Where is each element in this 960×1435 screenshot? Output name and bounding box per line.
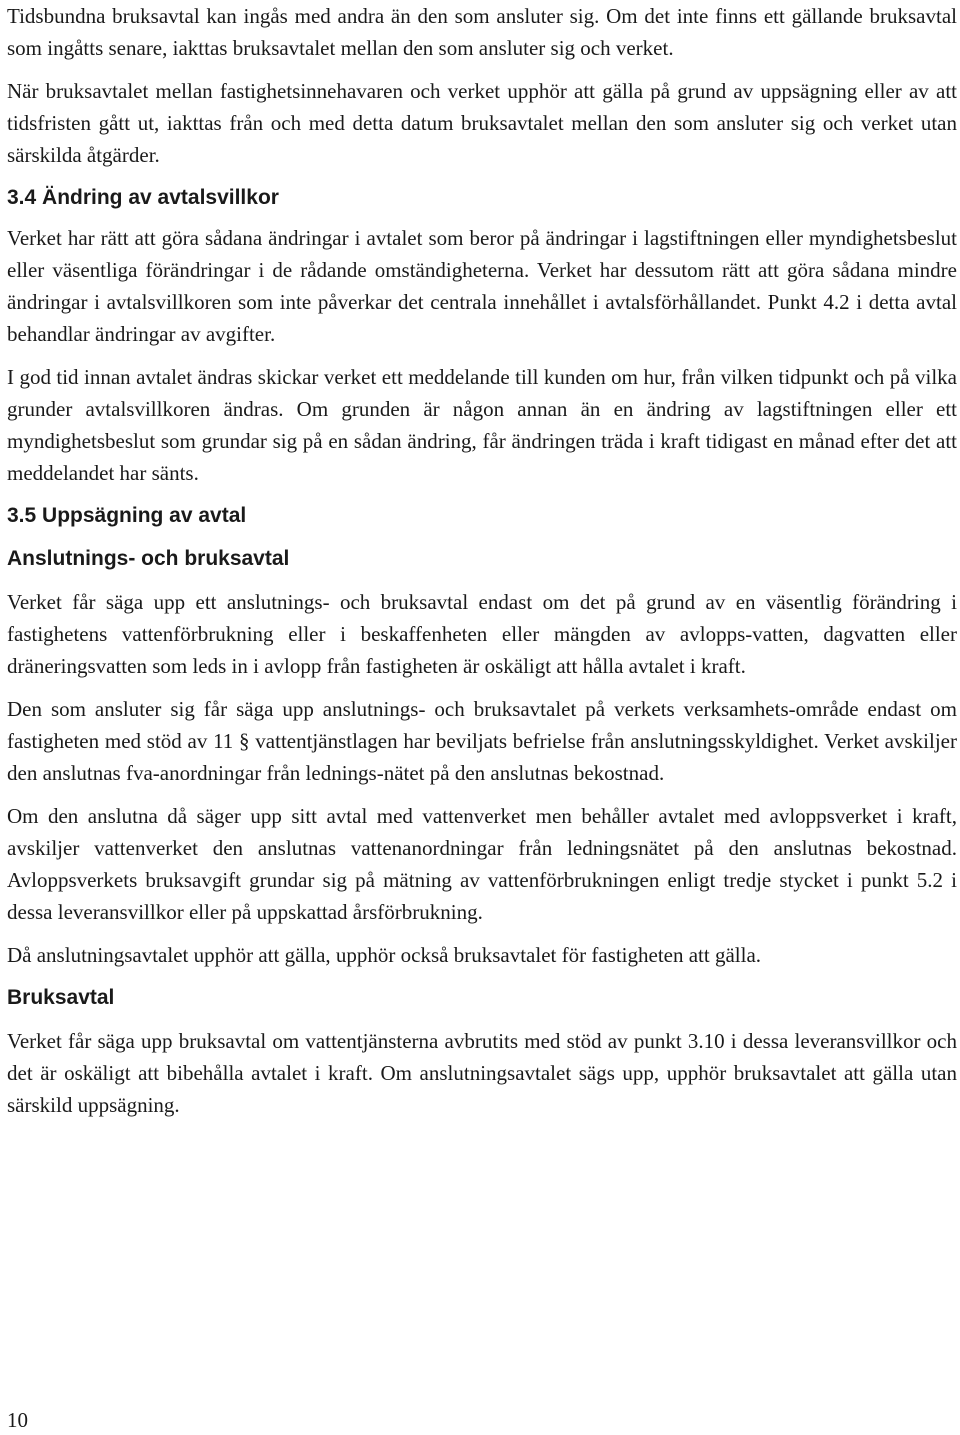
- page-number: 10: [7, 1408, 28, 1432]
- paragraph-3-5-2: Den som ansluter sig får säga upp anslutnings- och bruksavtalet på verkets verksamhets-område endast om fastigheten med stöd av 11 § vattentjänstlagen har beviljats befrielse från anslutningsskyldighet. Verket avskiljer den anslutnas fva-anordningar från lednings-nätet på den anslutnas bekostnad.: [7, 697, 957, 785]
- subsection-heading-bruksavtal: Bruksavtal: [7, 986, 115, 1009]
- paragraph-intro-2: När bruksavtalet mellan fastighetsinnehavaren och verket upphör att gälla på grund av uppsägning eller av att tidsfristen gått ut, iakttas från och med detta datum bruksavtalet mellan den som ansluter sig och verket utan särskilda åtgärder.: [7, 79, 957, 167]
- paragraph-3-5-4: Då anslutningsavtalet upphör att gälla, upphör också bruksavtalet för fastigheten att gälla.: [7, 943, 762, 967]
- subsection-heading-anslutnings: Anslutnings- och bruksavtal: [7, 547, 290, 570]
- section-heading-3-4: 3.4 Ändring av avtalsvillkor: [7, 186, 279, 209]
- paragraph-3-4-2: I god tid innan avtalet ändras skickar verket ett meddelande till kunden om hur, från vilken tidpunkt och på vilka grunder avtalsvillkoren ändras. Om grunden är någon annan än en ändring av lagstiftningen eller ett myndighetsbeslut som grundar sig på en sådan ändring, får ändringen träda i kraft tidigast en månad efter det att meddelandet har sänts.: [7, 365, 957, 485]
- paragraph-bruksavtal: Verket får säga upp bruksavtal om vattentjänsterna avbrutits med stöd av punkt 3.10 i dessa leveransvillkor och det är oskäligt att bibehålla avtalet i kraft. Om anslutningsavtalet sägs upp, upphör bruksavtalet att gälla utan särskild uppsägning.: [7, 1029, 957, 1117]
- paragraph-3-4-1: Verket har rätt att göra sådana ändringar i avtalet som beror på ändringar i lagstiftningen eller myndighetsbeslut eller väsentliga förändringar i de rådande omständigheterna. Verket har dessutom rätt att göra sådana mindre ändringar i avtalsvillkoren som inte påverkar det centrala innehållet i avtalsförhållandet. Punkt 4.2 i detta avtal behandlar ändringar av avgifter.: [7, 226, 957, 346]
- document-page: [7, 0, 957, 1121]
- paragraph-intro-1: Tidsbundna bruksavtal kan ingås med andra än den som ansluter sig. Om det inte finns ett gällande bruksavtal som ingåtts senare, iakttas bruksavtalet mellan den som ansluter sig och verket.: [7, 4, 957, 60]
- paragraph-3-5-3: Om den anslutna då säger upp sitt avtal med vattenverket men behåller avtalet med avloppsverket i kraft, avskiljer vattenverket den anslutnas vattenanordningar från ledningsnätet på den anslutnas bekostnad. Avloppsverkets bruksavgift grundar sig på mätning av vattenförbrukningen enligt tredje stycket i punkt 5.2 i dessa leveransvillkor eller på uppskattad årsförbrukning.: [7, 804, 957, 924]
- paragraph-3-5-1: Verket får säga upp ett anslutnings- och bruksavtal endast om det på grund av en väsentlig förändring i fastighetens vattenförbrukning eller i beskaffenheten eller mängden av avlopps-vatten, dagvatten eller dräneringsvatten som leds in i avlopp från fastigheten är oskäligt att hålla avtalet i kraft.: [7, 590, 957, 678]
- section-heading-3-5: 3.5 Uppsägning av avtal: [7, 504, 247, 527]
